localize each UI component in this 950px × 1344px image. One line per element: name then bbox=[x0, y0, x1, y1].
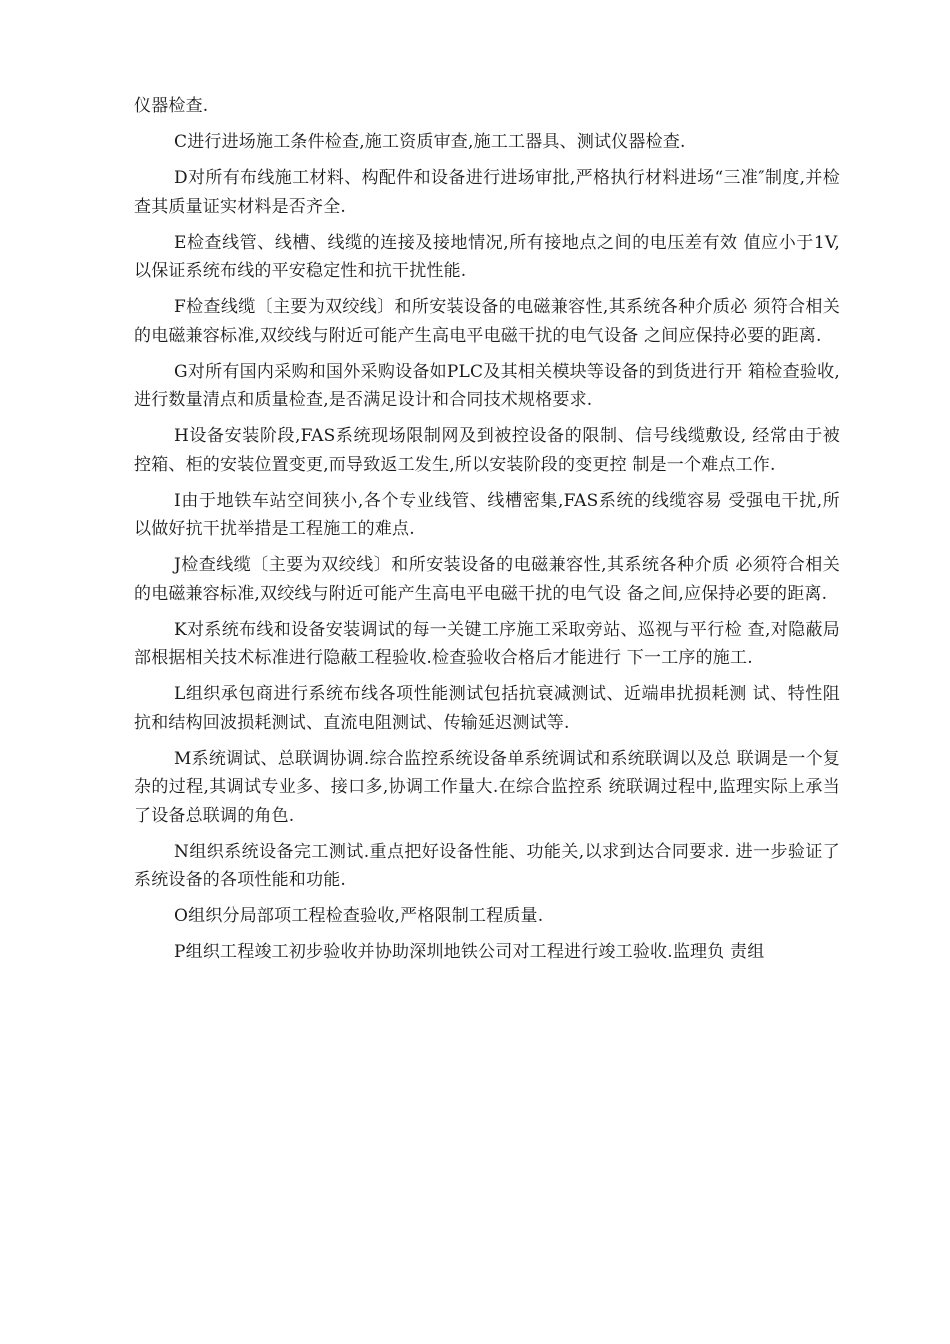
paragraph-o: O组织分局部项工程检查验收,严格限制工程质量. bbox=[174, 906, 544, 926]
paragraph-h: H设备安装阶段,FAS系统现场限制网及到被控设备的限制、信号线缆敷设, 经常由于被控箱、柜的安装位置变更,而导致返工发生,所以安装阶段的变更控 制是一个难点工作. bbox=[134, 426, 840, 475]
paragraph-c: C进行进场施工条件检查,施工资质审查,施工工器具、测试仪器检查. bbox=[174, 132, 686, 152]
paragraph-i: I由于地铁车站空间狭小,各个专业线管、线槽密集,FAS系统的线缆容易 受强电干扰,所以做好抗干扰举措是工程施工的难点. bbox=[134, 490, 840, 539]
paragraph-n: N组织系统设备完工测试.重点把好设备性能、功能关,以求到达合同要求. 进一步验证了系统设备的各项性能和功能. bbox=[134, 841, 840, 890]
paragraph-d: D对所有布线施工材料、构配件和设备进行进场审批,严格执行材料进场“三准″制度,并检查其质量证实材料是否齐全. bbox=[134, 168, 840, 217]
paragraph-f: F检查线缆〔主要为双绞线〕和所安装设备的电磁兼容性,其系统各种介质必 须符合相关的电磁兼容标准,双绞线与附近可能产生高电平电磁干扰的电气设备 之间应保持必要的距离. bbox=[134, 297, 840, 346]
paragraph-p: P组织工程竣工初步验收并协助深圳地铁公司对工程进行竣工验收.监理负 责组 bbox=[174, 942, 765, 962]
paragraph-m: M系统调试、总联调协调.综合监控系统设备单系统调试和系统联调以及总 联调是一个复杂的过程,其调试专业多、接口多,协调工作量大.在综合监控系 统联调过程中,监理实际上承当了设备总联调的角色. bbox=[134, 748, 840, 826]
paragraph-e: E检查线管、线槽、线缆的连接及接地情况,所有接地点之间的电压差有效 值应小于1V,以保证系统布线的平安稳定性和抗干扰性能. bbox=[134, 232, 840, 281]
paragraph-continuation: 仪器检查. bbox=[134, 96, 209, 116]
paragraph-k: K对系统布线和设备安装调试的每一关键工序施工采取旁站、巡视与平行检 查,对隐蔽局部根据相关技术标准进行隐蔽工程验收.检查验收合格后才能进行 下一工序的施工. bbox=[134, 619, 840, 668]
paragraph-j: J检查线缆〔主要为双绞线〕和所安装设备的电磁兼容性,其系统各种介质 必须符合相关的电磁兼容标准,双绞线与附近可能产生高电平电磁干扰的电气设 备之间,应保持必要的距离. bbox=[134, 555, 840, 604]
paragraph-g: G对所有国内采购和国外采购设备如PLC及其相关模块等设备的到货进行开 箱检查验收,进行数量清点和质量检查,是否满足设计和合同技术规格要求. bbox=[134, 361, 840, 410]
document-body bbox=[134, 92, 840, 974]
paragraph-l: L组织承包商进行系统布线各项性能测试包括抗衰减测试、近端串扰损耗测 试、特性阻抗和结构回波损耗测试、直流电阻测试、传输延迟测试等. bbox=[134, 684, 840, 733]
